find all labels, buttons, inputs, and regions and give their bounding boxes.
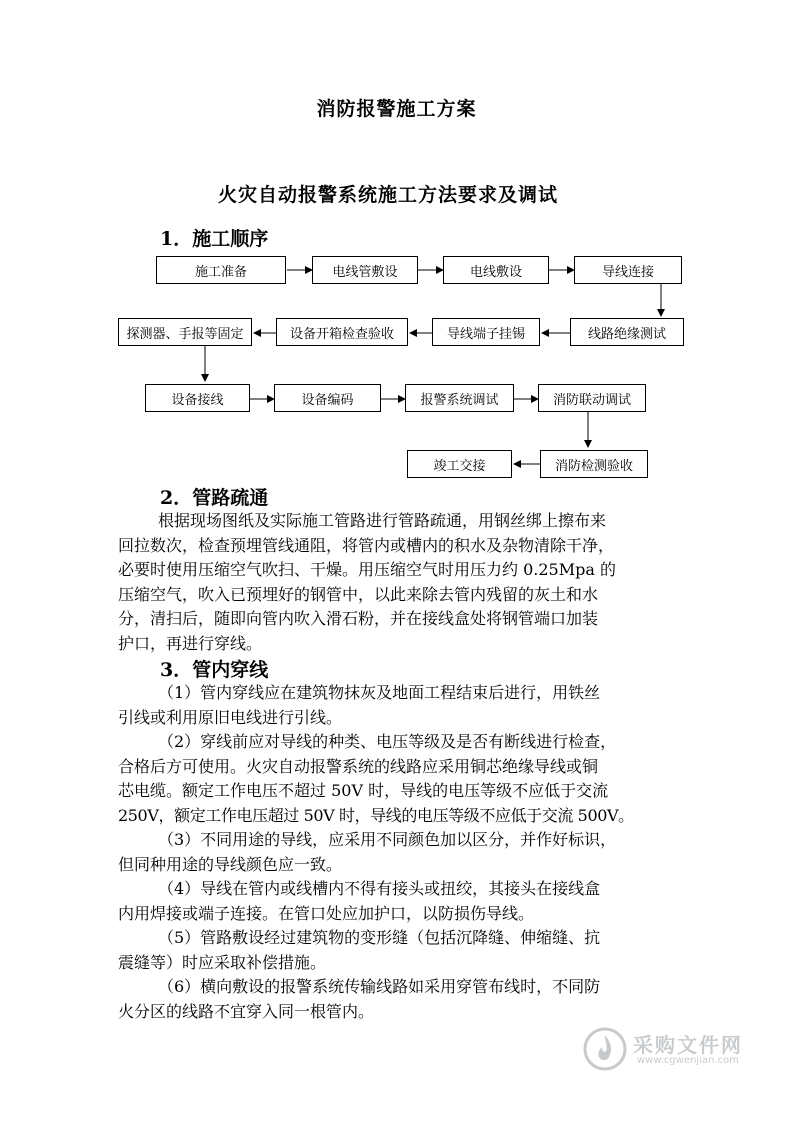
flow-step-3: 电线敷设 [443, 256, 549, 284]
text-line: 压缩空气，吹入已预埋好的钢管中，以此来除去管内残留的灰土和水 [118, 584, 599, 604]
text-line: 但同种用途的导线颜色应一致。 [118, 854, 343, 874]
document-subtitle: 火灾自动报警系统施工方法要求及调试 [217, 184, 558, 206]
text-line: （6）横向敷设的报警系统传输线路如采用穿管布线时，不同防 [158, 977, 601, 996]
section-heading-2: 2．管路疏通 [160, 487, 269, 509]
flow-step-5: 线路绝缘测试 [570, 318, 684, 346]
flow-step-13: 消防检测验收 [540, 450, 648, 478]
text-line: 必要时使用压缩空气吹扫、干燥。用压缩空气时用压力约 0.25Mpa 的 [118, 560, 616, 579]
document-title: 消防报警施工方案 [316, 98, 477, 120]
section-2-paragraph [118, 509, 674, 656]
text-line: 分，清扫后，随即向管内吹入滑石粉，并在接线盒处将钢管端口加装 [118, 609, 599, 628]
text-line: 芯电缆。额定工作电压不超过 50V 时，导线的电压等级不应低于交流 [118, 781, 609, 800]
flow-step-9: 设备接线 [145, 384, 250, 412]
text-line: 火分区的线路不宜穿入同一根管内。 [118, 1001, 375, 1021]
text-line: 内用焊接或端子连接。在管口处应加护口，以防损伤导线。 [118, 903, 535, 923]
flow-step-11: 报警系统调试 [405, 384, 514, 412]
text-line: （4）导线在管内或线槽内不得有接头或扭绞，其接头在接线盒 [158, 879, 601, 898]
text-line: 250V，额定工作电压超过 50V 时，导线的电压等级不应低于交流 500V。 [118, 805, 634, 825]
flow-step-1: 施工准备 [156, 256, 286, 284]
text-line: （2）穿线前应对导线的种类、电压等级及是否有断线进行检查， [158, 732, 617, 751]
text-line: （1）管内穿线应在建筑物抹灰及地面工程结束后进行，用铁丝 [158, 683, 601, 702]
text-line: 引线或利用原旧电线进行引线。 [118, 707, 343, 727]
section-heading-3: 3．管内穿线 [160, 659, 269, 681]
flame-logo-icon [583, 1027, 627, 1071]
text-line: （5）管路敷设经过建筑物的变形缝（包括沉降缝、伸缩缝、抗 [158, 928, 601, 947]
text-line: 护口，再进行穿线。 [118, 633, 263, 653]
watermark-url: www.cgwenjian.com [637, 1055, 739, 1066]
text-line: 根据现场图纸及实际施工管路进行管路疏通，用钢丝绑上擦布来 [158, 511, 607, 530]
flow-step-12: 消防联动调试 [538, 384, 646, 412]
flow-step-8: 探测器、手报等固定 [118, 318, 252, 346]
section-heading-1: 1．施工顺序 [160, 228, 269, 250]
flow-step-14: 竣工交接 [407, 450, 512, 478]
flow-step-2: 电线管敷设 [312, 256, 418, 284]
watermark [583, 1025, 753, 1075]
flow-step-10: 设备编码 [274, 384, 381, 412]
flow-step-7: 设备开箱检查验收 [276, 318, 408, 346]
text-line: 回拉数次，检查预埋管线通阻，将管内或槽内的积水及杂物清除干净， [118, 535, 615, 555]
section-3-paragraph [118, 681, 674, 1024]
flow-step-4: 导线连接 [574, 256, 682, 284]
text-line: 合格后方可使用。火灾自动报警系统的线路应采用铜芯绝缘导线或铜 [118, 756, 599, 776]
flow-step-6: 导线端子挂锡 [432, 318, 540, 346]
text-line: 震缝等）时应采取补偿措施。 [118, 952, 327, 972]
watermark-text: 采购文件网 [633, 1033, 743, 1057]
text-line: （3）不同用途的导线，应采用不同颜色加以区分，并作好标识， [158, 830, 617, 849]
